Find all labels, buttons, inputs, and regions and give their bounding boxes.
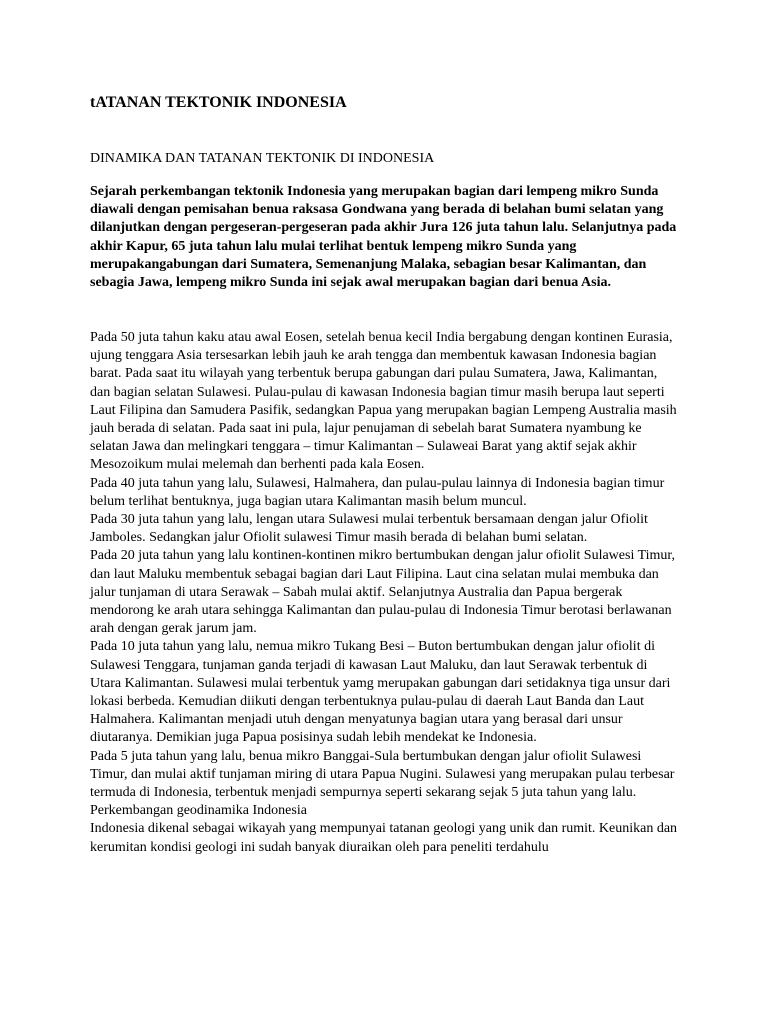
paragraph-eosen: Pada 50 juta tahun kaku atau awal Eosen, setelah benua kecil India bergabung dengan kontinen Eurasia, ujung tenggara Asia tersesarkan lebih jauh ke arah tengga dan membentuk kawasan Indonesia bagian barat. Pada saat itu wilayah yang terbentuk berupa gabungan dari pulau Sumatera, Jawa, Kalimantan, dan bagian selatan Sulawesi. Pulau-pulau di kawasan Indonesia bagian timur masih berupa laut seperti Laut Filipina dan Samudera Pasifik, sedangkan Papua yang merupakan bagian Lempeng Australia masih jauh berada di selatan. Pada saat ini pula, lajur penujaman di sebelah barat Sumatera nyambung ke selatan Jawa dan melingkari tenggara – timur Kalimantan – Sulaweai Barat yang aktif sejak akhir Mesozoikum mulai melemah dan berhenti pada kala Eosen. <box>90 330 677 473</box>
paragraph-30-juta: Pada 30 juta tahun yang lalu, lengan utara Sulawesi mulai terbentuk bersamaan dengan jalur Ofiolit Jamboles. Sedangkan jalur Ofiolit sulawesi Timur masih berada di belahan bumi selatan. <box>90 512 648 546</box>
paragraph-5-juta: Pada 5 juta tahun yang lalu, benua mikro Banggai-Sula bertumbukan dengan jalur ofiolit Sulawesi Timur, dan mulai aktif tunjaman miring di utara Papua Nugini. Sulawesi yang merupakan pulau terbesar termuda di Indonesia, terbentuk menjadi sempurnya seperti sekarang sejak 5 juta tahun yang lalu. <box>90 748 675 801</box>
body-text <box>90 329 680 857</box>
section-heading-geodinamika: Perkembangan geodinamika Indonesia <box>90 803 307 819</box>
paragraph-20-juta: Pada 20 juta tahun yang lalu kontinen-kontinen mikro bertumbukan dengan jalur ofiolit Sulawesi Timur, dan laut Maluku membentuk sebagai bagian dari Laut Filipina. Laut cina selatan mulai membuka dan jalur tunjaman di utara Serawak – Sabah mulai aktif. Selanjutnya Australia dan Papua bergerak mendorong ke arah utara sehingga Kalimantan dan pulau-pulau di Indonesia Timur berotasi berlawanan arah dengan gerak jarum jam. <box>90 548 676 637</box>
document-subtitle: DINAMIKA DAN TATANAN TEKTONIK DI INDONESIA <box>90 151 435 166</box>
paragraph-40-juta: Pada 40 juta tahun yang lalu, Sulawesi, Halmahera, dan pulau-pulau lainnya di Indonesia bagian timur belum terlihat bentuknya, juga bagian utara Kalimantan masih belum muncul. <box>90 475 665 509</box>
document-title: tATANAN TEKTONIK INDONESIA <box>90 94 347 111</box>
paragraph-10-juta: Pada 10 juta tahun yang lalu, nemua mikro Tukang Besi – Buton bertumbukan dengan jalur ofiolit di Sulawesi Tenggara, tunjaman ganda terjadi di kawasan Laut Maluku, dan laut Serawak terbentuk di Utara Kalimantan. Sulawesi mulai terbentuk yamg merupakan gabungan dari setidaknya tiga unsur dari lokasi berbeda. Kemudian diikuti dengan terbentuknya pulau-pulau di daerah Laut Banda dan Laut Halmahera. Kalimantan menjadi utuh dengan menyatunya bagian utara yang berasal dari unsur diutaranya. Demikian juga Papua posisinya sudah lebih mendekat ke Indonesia. <box>90 639 671 746</box>
lead-paragraph: Sejarah perkembangan tektonik Indonesia yang merupakan bagian dari lempeng mikro Sunda diawali dengan pemisahan benua raksasa Gondwana yang berada di belahan bumi selatan yang dilanjutkan dengan pergeseran-pergeseran pada akhir Jura 126 juta tahun lalu. Selanjutnya pada akhir Kapur, 65 juta tahun lalu mulai terlihat bentuk lempeng mikro Sunda yang merupakangabungan dari Sumatera, Semenanjung Malaka, sebagian besar Kalimantan, dan sebagia Jawa, lempeng mikro Sunda ini sejak awal merupakan bagian dari benua Asia. <box>90 184 677 291</box>
paragraph-geodinamika: Indonesia dikenal sebagai wikayah yang mempunyai tatanan geologi yang unik dan rumit. Keunikan dan kerumitan kondisi geologi ini sudah banyak diuraikan oleh para peneliti terdahulu <box>90 821 678 855</box>
